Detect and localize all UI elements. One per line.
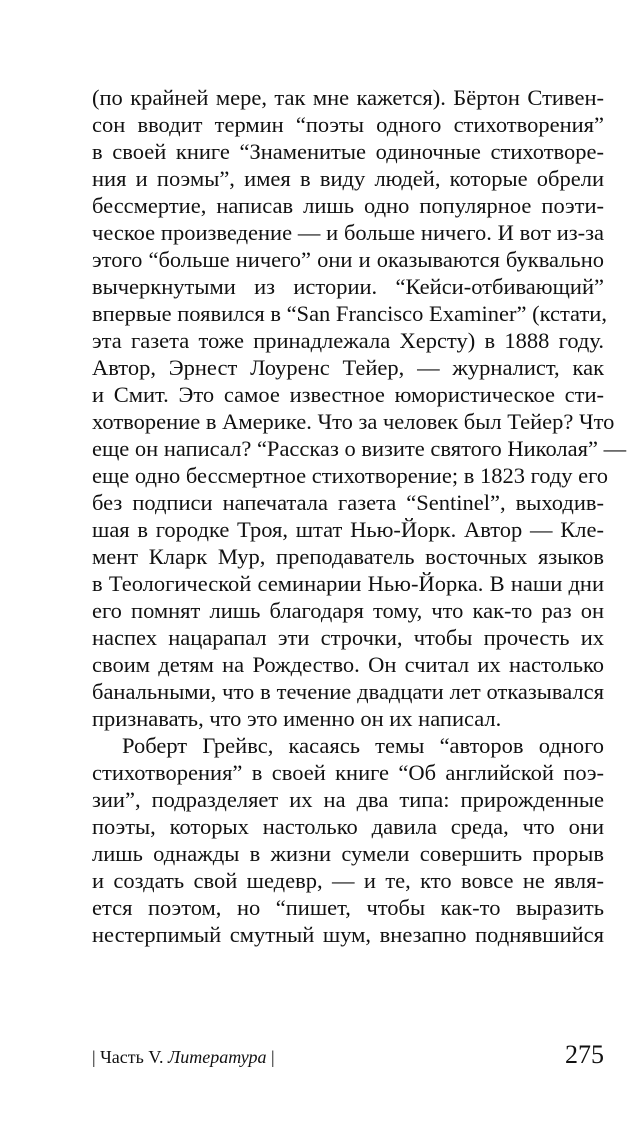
page-number: 275 (565, 1040, 604, 1069)
text-line: ется поэтом, но “пишет, чтобы как-то выразить (92, 895, 604, 920)
footer-section: Литература (168, 1047, 267, 1067)
text-line: банальными, что в течение двадцати лет отказывался (92, 679, 604, 704)
footer-part: Часть V. (100, 1047, 169, 1067)
text-line: в своей книге “Знаменитые одиночные стихотворе- (92, 139, 604, 164)
text-line: его помнят лишь благодаря тому, что как-то раз он (92, 598, 604, 623)
text-line: Автор, Эрнест Лоуренс Тейер, — журналист, как (92, 355, 604, 380)
footer-bar: | (266, 1047, 275, 1067)
text-line: нестерпимый смутный шум, внезапно поднявшийся (92, 922, 604, 947)
text-line: хотворение в Америке. Что за человек был Тейер? Что (92, 409, 615, 434)
text-line: (по крайней мере, так мне кажется). Бёртон Стивен- (92, 85, 604, 110)
text-line: ческое произведение — и больше ничего. И вот из-за (92, 220, 604, 245)
text-line: стихотворения” в своей книге “Об английской поэ- (92, 760, 604, 785)
text-line: мент Кларк Мур, преподаватель восточных языков (92, 544, 604, 569)
text-line: еще он написал? “Рассказ о визите святого Николая” — (92, 436, 627, 461)
text-line: наспех нацарапал эти строчки, чтобы прочесть их (92, 625, 604, 650)
text-line: и Смит. Это самое известное юмористическое сти- (92, 382, 604, 407)
text-line: впервые появился в “San Francisco Examiner” (кстати, (92, 301, 607, 326)
text-line: этого “больше ничего” они и оказываются буквально (92, 247, 604, 272)
text-line: еще одно бессмертное стихотворение; в 1823 году его (92, 463, 609, 488)
text-line: ния и поэмы”, имея в виду людей, которые обрели (92, 166, 604, 191)
text-line: вычеркнутыми из истории. “Кейси-отбивающий” (92, 274, 604, 299)
text-line: лишь однажды в жизни сумели совершить прорыв (92, 841, 604, 866)
text-line: признавать, что это именно он их написал. (92, 706, 502, 731)
text-line: эта газета тоже принадлежала Херсту) в 1888 году. (92, 328, 604, 353)
text-line: и создать свой шедевр, — и те, кто вовсе не явля- (92, 868, 604, 893)
text-line: бессмертие, написав лишь одно популярное поэти- (92, 193, 604, 218)
text-line: поэты, которых настолько давила среда, что они (92, 814, 604, 839)
text-line: в Теологической семинарии Нью-Йорка. В наши дни (92, 571, 604, 596)
text-line: своим детям на Рождество. Он считал их настолько (92, 652, 604, 677)
text-line: Роберт Грейвс, касаясь темы “авторов одного (122, 733, 604, 758)
text-line: шая в городке Троя, штат Нью-Йорк. Автор — Кле- (92, 517, 604, 542)
text-line: сон вводит термин “поэты одного стихотворения” (92, 112, 604, 137)
body-text (92, 84, 627, 948)
footer-bar: | (92, 1047, 101, 1067)
text-line: без подписи напечатала газета “Sentinel”, выходив- (92, 490, 604, 515)
text-line: зии”, подразделяет их на два типа: прирожденные (92, 787, 604, 812)
running-footer (92, 1046, 275, 1068)
